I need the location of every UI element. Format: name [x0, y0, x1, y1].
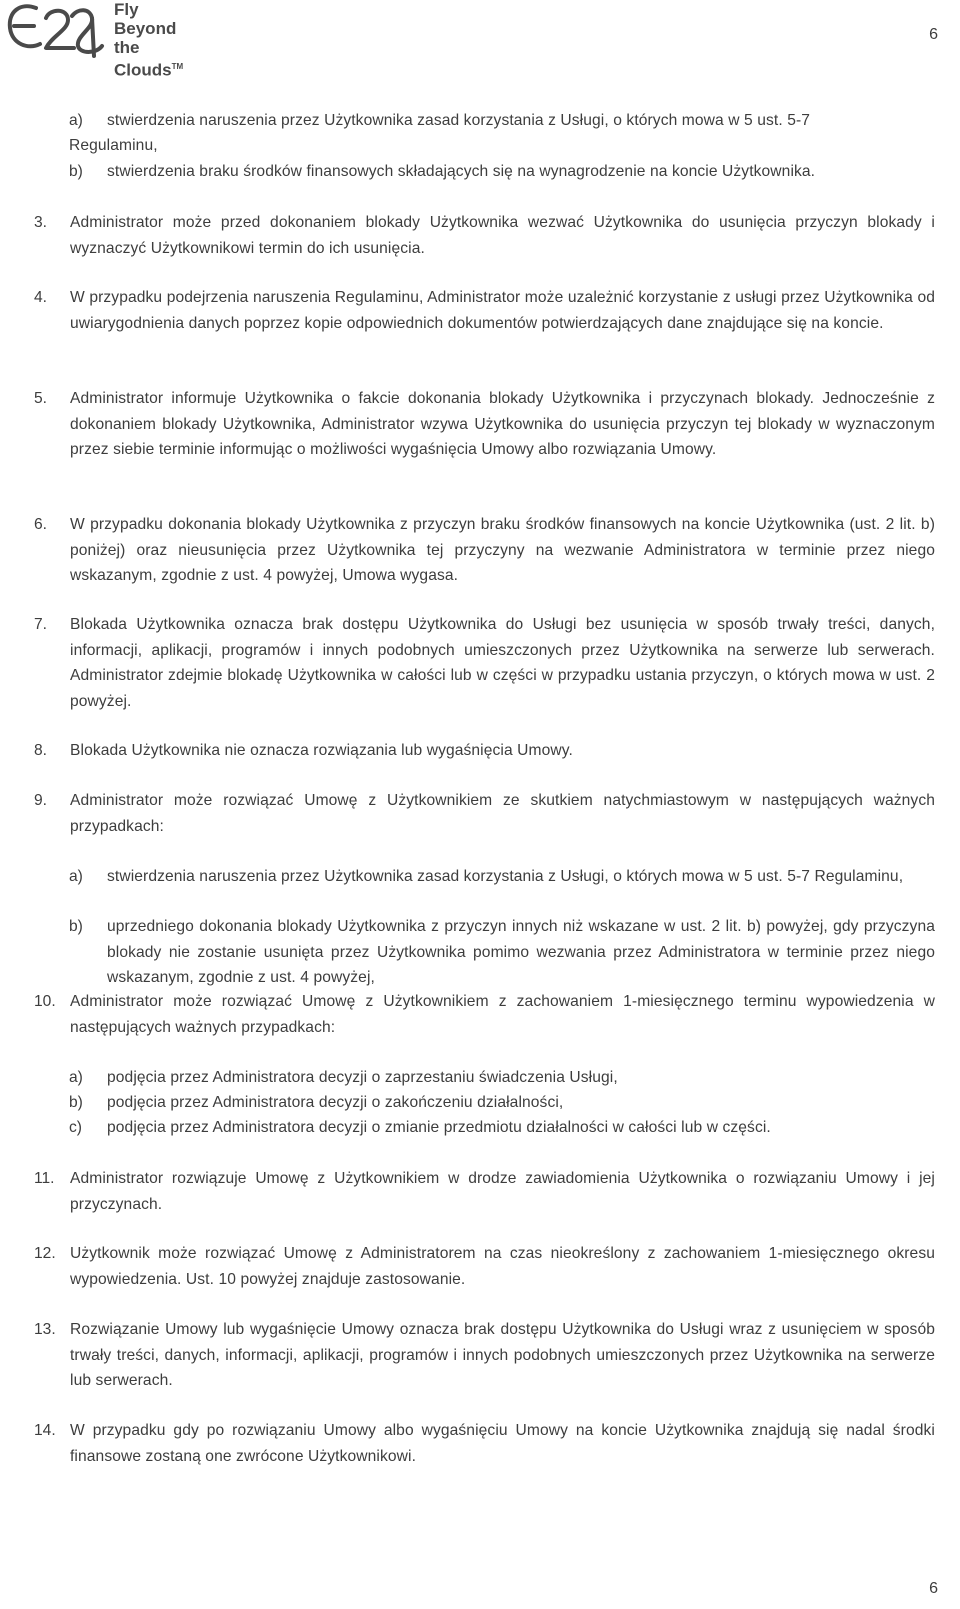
trademark-mark: TM — [171, 62, 184, 71]
paragraph-text: Rozwiązanie Umowy lub wygaśnięcie Umowy oznacza brak dostępu Użytkownika do Usługi wraz z usunięciem w sposób trwały treści, danych, informacji, aplikacji, programów i innych podobnych umieszczonych przez Użytkownika na serwerze lub serwerach. — [70, 1321, 935, 1389]
paragraph-text: W przypadku dokonania blokady Użytkownika z przyczyn braku środków finansowych na koncie Użytkownika (ust. 2 lit. b) poniżej) oraz nieusunięcia przez Użytkownika tej przyczyny na wezwanie Administratora w terminie przez niego wskazanym, zgodnie z ust. 4 powyżej, Umowa wygasa. — [70, 516, 935, 584]
paragraph-number: 10. — [34, 993, 56, 1010]
paragraph-number: 9. — [34, 792, 48, 809]
list-item-text: podjęcia przez Administratora decyzji o zmianie przedmiotu działalności w całości lub w części. — [107, 1119, 771, 1136]
company-logo — [6, 0, 206, 80]
list-marker: a) — [69, 112, 83, 129]
list-item-text: podjęcia przez Administratora decyzji o zakończeniu działalności, — [107, 1094, 564, 1111]
paragraph-number: 5. — [34, 390, 48, 407]
paragraph-number: 7. — [34, 616, 48, 633]
paragraph-text: Blokada Użytkownika oznacza brak dostępu Użytkownika do Usługi bez usunięcia w sposób trwały treści, danych, informacji, aplikacji, programów i innych podobnych umieszczonych przez Użytkownika na serwerze lub serwerach. Administrator zdejmie blokadę Użytkownika w całości lub w części w przypadku ustania przyczyn, o których mowa w ust. 2 powyżej. — [70, 616, 935, 710]
paragraph-text: Administrator rozwiązuje Umowę z Użytkownikiem w drodze zawiadomienia Użytkownika o rozwiązaniu Umowy i jej przyczynach. — [70, 1170, 935, 1213]
list-marker: a) — [69, 1069, 83, 1086]
e24-logo-icon — [6, 0, 108, 62]
list-item-text: podjęcia przez Administratora decyzji o zaprzestaniu świadczenia Usługi, — [107, 1069, 618, 1086]
paragraph-text: Użytkownik może rozwiązać Umowę z Administratorem na czas nieokreślony z zachowaniem 1-miesięcznego okresu wypowiedzenia. Ust. 10 powyżej znajduje zastosowanie. — [70, 1245, 935, 1288]
paragraph-number: 8. — [34, 742, 48, 759]
paragraph-text: W przypadku podejrzenia naruszenia Regulaminu, Administrator może uzależnić korzystanie z usługi przez Użytkownika od uwiarygodnienia danych poprzez kopie odpowiednich dokumentów potwierdzających dane znajdujące się na koncie. — [70, 289, 935, 332]
paragraph-number: 4. — [34, 289, 48, 306]
list-marker: c) — [69, 1119, 82, 1136]
paragraph-number: 11. — [34, 1170, 55, 1187]
logo-line2: Beyond — [114, 19, 177, 38]
paragraph-text: W przypadku gdy po rozwiązaniu Umowy albo wygaśnięciu Umowy na koncie Użytkownika znajdują się nadal środki finansowe zostaną one zwrócone Użytkownikowi. — [70, 1422, 935, 1465]
list-item-continuation: Regulaminu, — [69, 137, 158, 154]
logo-line1: Fly — [114, 0, 139, 19]
paragraph-number: 12. — [34, 1245, 56, 1262]
list-item-text: stwierdzenia braku środków finansowych składających się na wynagrodzenie na koncie Użytkownika. — [107, 163, 816, 180]
list-marker: a) — [69, 868, 83, 885]
paragraph-number: 3. — [34, 214, 48, 231]
paragraph-number: 6. — [34, 516, 48, 533]
page-number-top: 6 — [929, 26, 938, 43]
paragraph-number: 13. — [34, 1321, 56, 1338]
logo-wordmark — [114, 0, 206, 80]
list-item-text: uprzedniego dokonania blokady Użytkownika z przyczyn innych niż wskazane w ust. 2 lit. b) powyżej, gdy przyczyna blokady nie zostanie usunięta przez Użytkownika pomimo wezwania przez Administratora w terminie przez niego wskazanym, zgodnie z ust. 4 powyżej, — [107, 918, 935, 986]
page-number-bottom: 6 — [929, 1580, 938, 1597]
paragraph-text: Blokada Użytkownika nie oznacza rozwiązania lub wygaśnięcia Umowy. — [70, 742, 573, 759]
list-marker: b) — [69, 163, 83, 180]
list-marker: b) — [69, 918, 83, 935]
paragraph-number: 14. — [34, 1422, 56, 1439]
list-marker: b) — [69, 1094, 83, 1111]
paragraph-text: Administrator informuje Użytkownika o fakcie dokonania blokady Użytkownika i przyczynach blokady. Jednocześnie z dokonaniem blokady Użytkownika, Administrator wzywa Użytkownika do usunięcia przyczyn tej blokady w wyznaczonym przez siebie terminie informując o możliwości wygaśnięcia Umowy albo rozwiązania Umowy. — [70, 390, 935, 458]
logo-line3: the Clouds™ — [114, 38, 184, 80]
paragraph-text: Administrator może rozwiązać Umowę z Użytkownikiem ze skutkiem natychmiastowym w następujących ważnych przypadkach: — [70, 792, 935, 835]
paragraph-text: Administrator może przed dokonaniem blokady Użytkownika wezwać Użytkownika do usunięcia przyczyn blokady i wyznaczyć Użytkownikowi termin do ich usunięcia. — [70, 214, 935, 257]
list-item-text: stwierdzenia naruszenia przez Użytkownika zasad korzystania z Usługi, o których mowa w 5 ust. 5-7 — [107, 112, 811, 129]
paragraph-text: Administrator może rozwiązać Umowę z Użytkownikiem z zachowaniem 1-miesięcznego terminu wypowiedzenia w następujących ważnych przypadkach: — [70, 993, 935, 1036]
list-item-text: stwierdzenia naruszenia przez Użytkownika zasad korzystania z Usługi, o których mowa w 5 ust. 5-7 Regulaminu, — [107, 868, 904, 885]
